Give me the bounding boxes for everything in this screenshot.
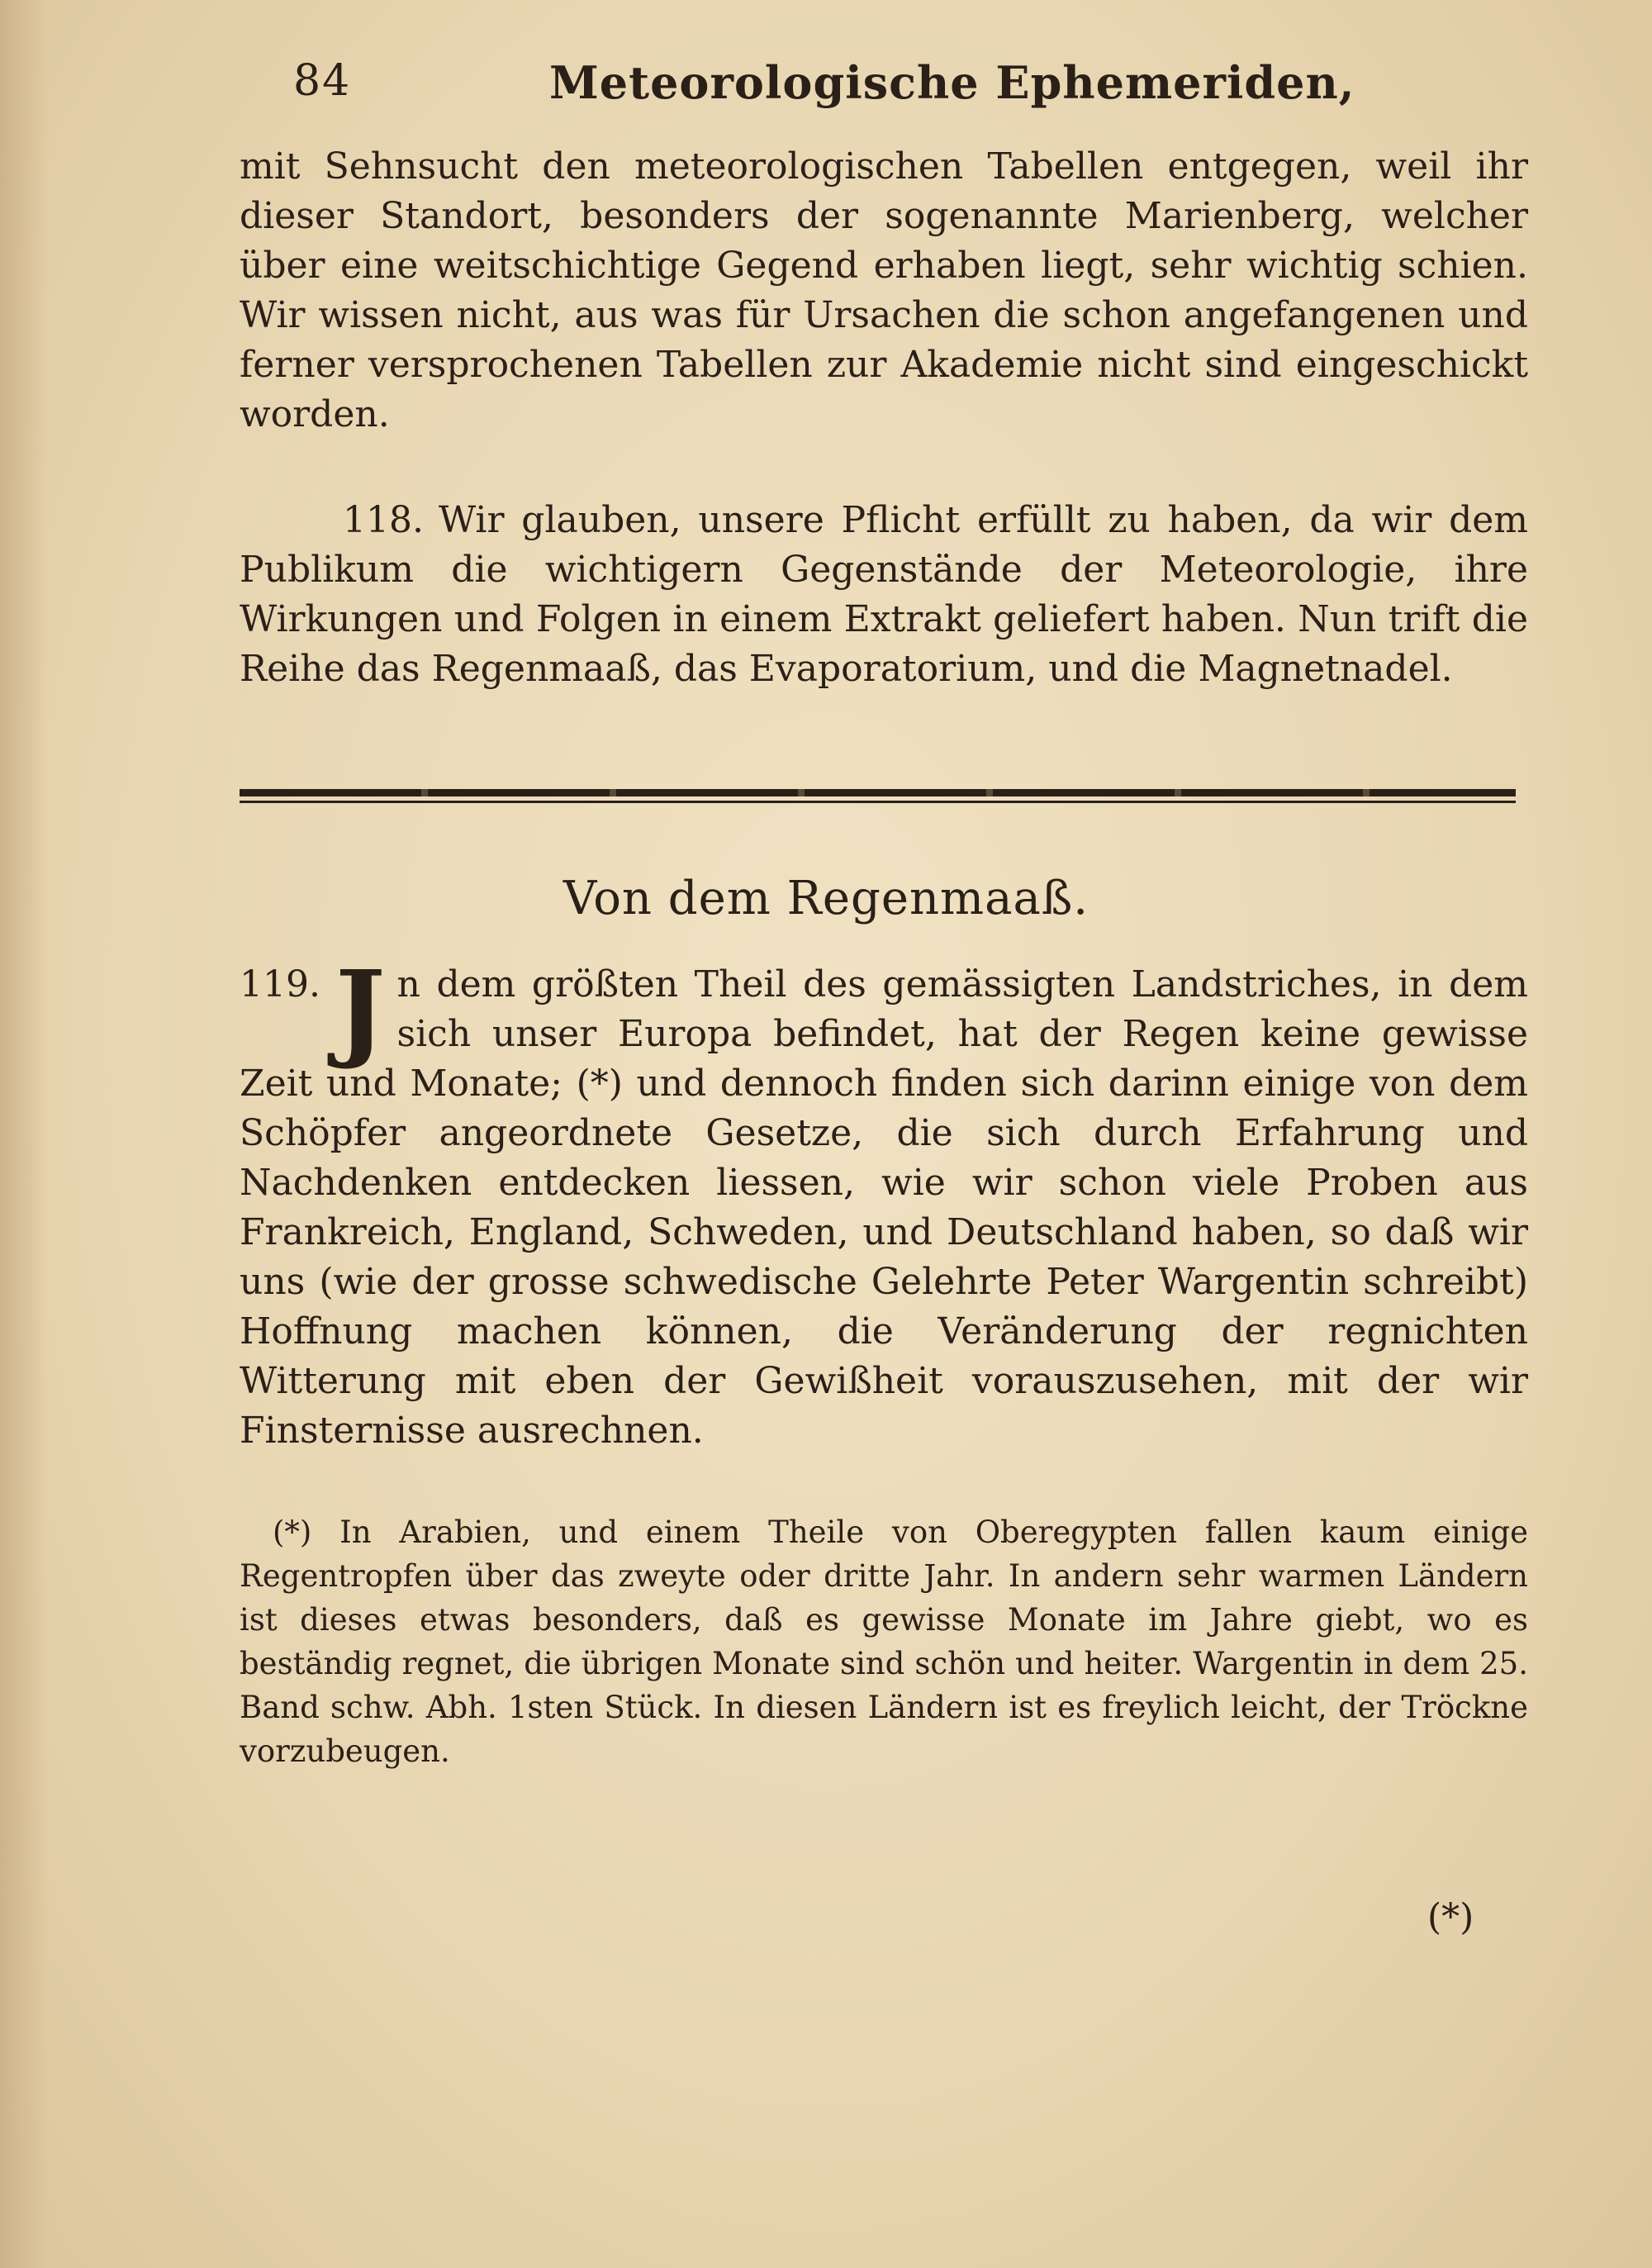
paragraph-number: 119.: [240, 963, 320, 1006]
page-header: [293, 50, 1355, 124]
drop-cap: J: [335, 949, 386, 1072]
paragraph-text: n dem größten Theil des gemässigten Landstriches, in dem sich unser Europa befindet, hat der Regen keine gewisse Zeit und Monate; (*) und dennoch finden sich darinn einige von dem Schöpfer angeordnete Gesetze, die sich durch Erfahrung und Nachdenken entdecken liessen, wie wir schon viele Proben aus Frankreich, England, Schweden, und Deutschland haben, so daß wir uns (wie der grosse schwedische Gelehrte Peter Wargentin schreibt) Hoffnung machen können, die Veränderung der regnichten Witterung mit eben der Gewißheit vorauszusehen, mit der wir Finsternisse ausrechnen.: [240, 963, 1528, 1452]
running-head: Meteorologische Ephemeriden,: [549, 56, 1355, 109]
catchword: (*): [1427, 1896, 1474, 1938]
page-number: 84: [293, 56, 352, 106]
paragraph-119: [240, 949, 1528, 1456]
section-divider-rule: [240, 789, 1516, 807]
paragraph-continued: mit Sehnsucht den meteorologischen Tabellen entgegen, weil ihr dieser Standort, besonders der sogenannte Marienberg, welcher über eine weitschichtige Gegend erhaben liegt, sehr wichtig schien. Wir wissen nicht, aus was für Ursachen die schon angefangenen und ferner versprochenen Tabellen zur Akademie nicht sind eingeschickt worden.: [240, 145, 1528, 435]
divider-thick-line: [240, 789, 1516, 796]
section-title: Von dem Regenmaaß.: [563, 872, 1089, 925]
footnote: (*) In Arabien, und einem Theile von Oberegypten fallen kaum einige Regentropfen über das zweyte oder dritte Jahr. In andern sehr warmen Ländern ist dieses etwas besonders, daß es gewisse Monate im Jahre giebt, wo es beständig regnet, die übrigen Monate sind schön und heiter. Wargentin in dem 25. Band schw. Abh. 1sten Stück. In diesen Ländern ist es freylich leicht, der Tröckne vorzubeugen.: [240, 1514, 1528, 1769]
divider-thin-line: [240, 801, 1516, 803]
paragraph-text: Wir glauben, unsere Pflicht erfüllt zu haben, da wir dem Publikum die wichtigern Gegenstände der Meteorologie, ihre Wirkungen und Folgen in einem Extrakt geliefert haben. Nun trift die Reihe das Regenmaaß, das Evaporatorium, und die Magnetnadel.: [240, 499, 1528, 690]
paragraph-118: [240, 496, 1528, 694]
paragraph-number: 118.: [343, 499, 424, 541]
